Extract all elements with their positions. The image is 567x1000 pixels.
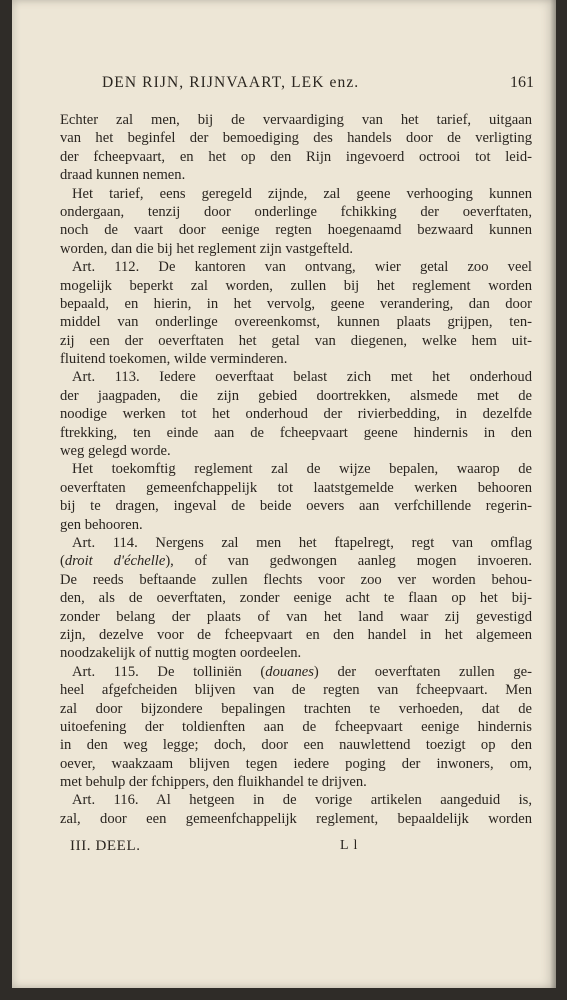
text-line: met behulp der fchippers, den fluikhandel te drijven. bbox=[60, 774, 367, 791]
text-line: Het tarief, eens geregeld zijnde, zal geene verhooging kunnen bbox=[72, 185, 532, 202]
text-line: uitoefening der toldienften aan de fcheepvaart eenige hindernis bbox=[60, 718, 532, 735]
text-line: in den weg legge; doch, door een nauwlettend toezigt op den bbox=[60, 737, 532, 754]
text-line: Art. 112. De kantoren van ontvang, wier getal zoo veel bbox=[72, 259, 532, 276]
text-line: zal, door een gemeenfchappelijk reglement, bepaaldelijk worden bbox=[60, 810, 532, 827]
text-line: Art. 113. Iedere oeverftaat belast zich met het onderhoud bbox=[72, 369, 532, 386]
text-line: weg gelegd worde. bbox=[60, 443, 171, 460]
text-line: zijn, dezelve voor de fcheepvaart en den handel in het algemeen bbox=[60, 626, 532, 643]
text-line: zal door bijzondere bepalingen trachten te verhoeden, dat de bbox=[60, 700, 532, 717]
text-line: Echter zal men, bij de vervaardiging van het tarief, uitgaan bbox=[60, 112, 532, 128]
text-line: Het toekomftig reglement zal de wijze bepalen, waarop de bbox=[72, 461, 532, 478]
text-line: draad kunnen nemen. bbox=[60, 167, 186, 184]
text-line: (droit d'échelle), of van gedwongen aanleg mogen invoeren. bbox=[60, 553, 532, 570]
text-line: noodige werken tot het onderhoud der rivierbedding, in dezelfde bbox=[60, 406, 532, 423]
text-line: den, als de oeverftaten, zonder eenige acht te flaan op het bij- bbox=[60, 590, 532, 607]
text-line: De reeds beftaande zullen flechts voor zoo ver worden behou- bbox=[60, 571, 532, 588]
book-page bbox=[12, 0, 556, 988]
body-text bbox=[60, 111, 532, 828]
text-line: zij een der oeverftaten het getal van diegenen, welke hem uit- bbox=[60, 332, 532, 349]
text-line: ftrekking, ten einde aan de fcheepvaart geene hindernis in den bbox=[60, 424, 532, 441]
text-line: oeverftaten gemeenfchappelijk tot laatstgemelde werken behooren bbox=[60, 479, 532, 496]
running-head bbox=[60, 74, 534, 98]
text-line: worden, dan die bij het reglement zijn vastgefteld. bbox=[60, 240, 353, 257]
text-line: Art. 114. Nergens zal men het ftapelregt, regt van omflag bbox=[72, 534, 532, 551]
text-line: ondergaan, tenzij door onderlinge fchikking der oeverftaten, bbox=[60, 203, 532, 220]
text-line: Art. 116. Al hetgeen in de vorige artikelen aangeduid is, bbox=[72, 792, 532, 809]
volume-signature: III. DEEL. bbox=[70, 838, 141, 854]
text-line: mogelijk beperkt zal worden, zullen bij het reglement worden bbox=[60, 277, 532, 294]
gathering-signature: L l bbox=[340, 838, 359, 853]
text-line: noch de vaart door eenige regten hoegenaamd bezwaard kunnen bbox=[60, 222, 532, 239]
text-line: fluitend toekomen, wilde verminderen. bbox=[60, 351, 288, 368]
page-number: 161 bbox=[510, 74, 534, 91]
text-line: zonder belang der plaats of van het land waar zij gevestigd bbox=[60, 608, 532, 625]
text-line: der fcheepvaart, en het op den Rijn ingevoerd octrooi tot leid- bbox=[60, 148, 532, 165]
text-line: middel van onderlinge overeenkomst, kunnen plaats grijpen, ten- bbox=[60, 314, 532, 331]
text-line: van het beginfel der bemoediging des handels door de verligting bbox=[60, 130, 532, 147]
page-footer bbox=[60, 838, 532, 860]
text-line: heel afgefcheiden blijven van de regten van fcheepvaart. Men bbox=[60, 682, 532, 699]
text-line: bij te dragen, ingeval de beide oevers aan verfchillende regerin- bbox=[60, 498, 532, 515]
running-head-title: DEN RIJN, RIJNVAART, LEK enz. bbox=[102, 74, 360, 91]
text-line: der jaagpaden, die zijn gebied doortrekken, alsmede met de bbox=[60, 387, 532, 404]
text-line: oever, waakzaam blijven tegen iedere poging der inwoners, om, bbox=[60, 755, 532, 772]
text-line: gen behooren. bbox=[60, 516, 143, 533]
text-line: bepaald, en hierin, in het vervolg, geene verandering, dan door bbox=[60, 295, 532, 312]
text-line: noodzakelijk of nuttig mogten oordeelen. bbox=[60, 645, 302, 662]
page-edge-shadow bbox=[550, 0, 556, 988]
text-line: Art. 115. De tolliniën (douanes) der oeverftaten zullen ge- bbox=[72, 663, 532, 680]
